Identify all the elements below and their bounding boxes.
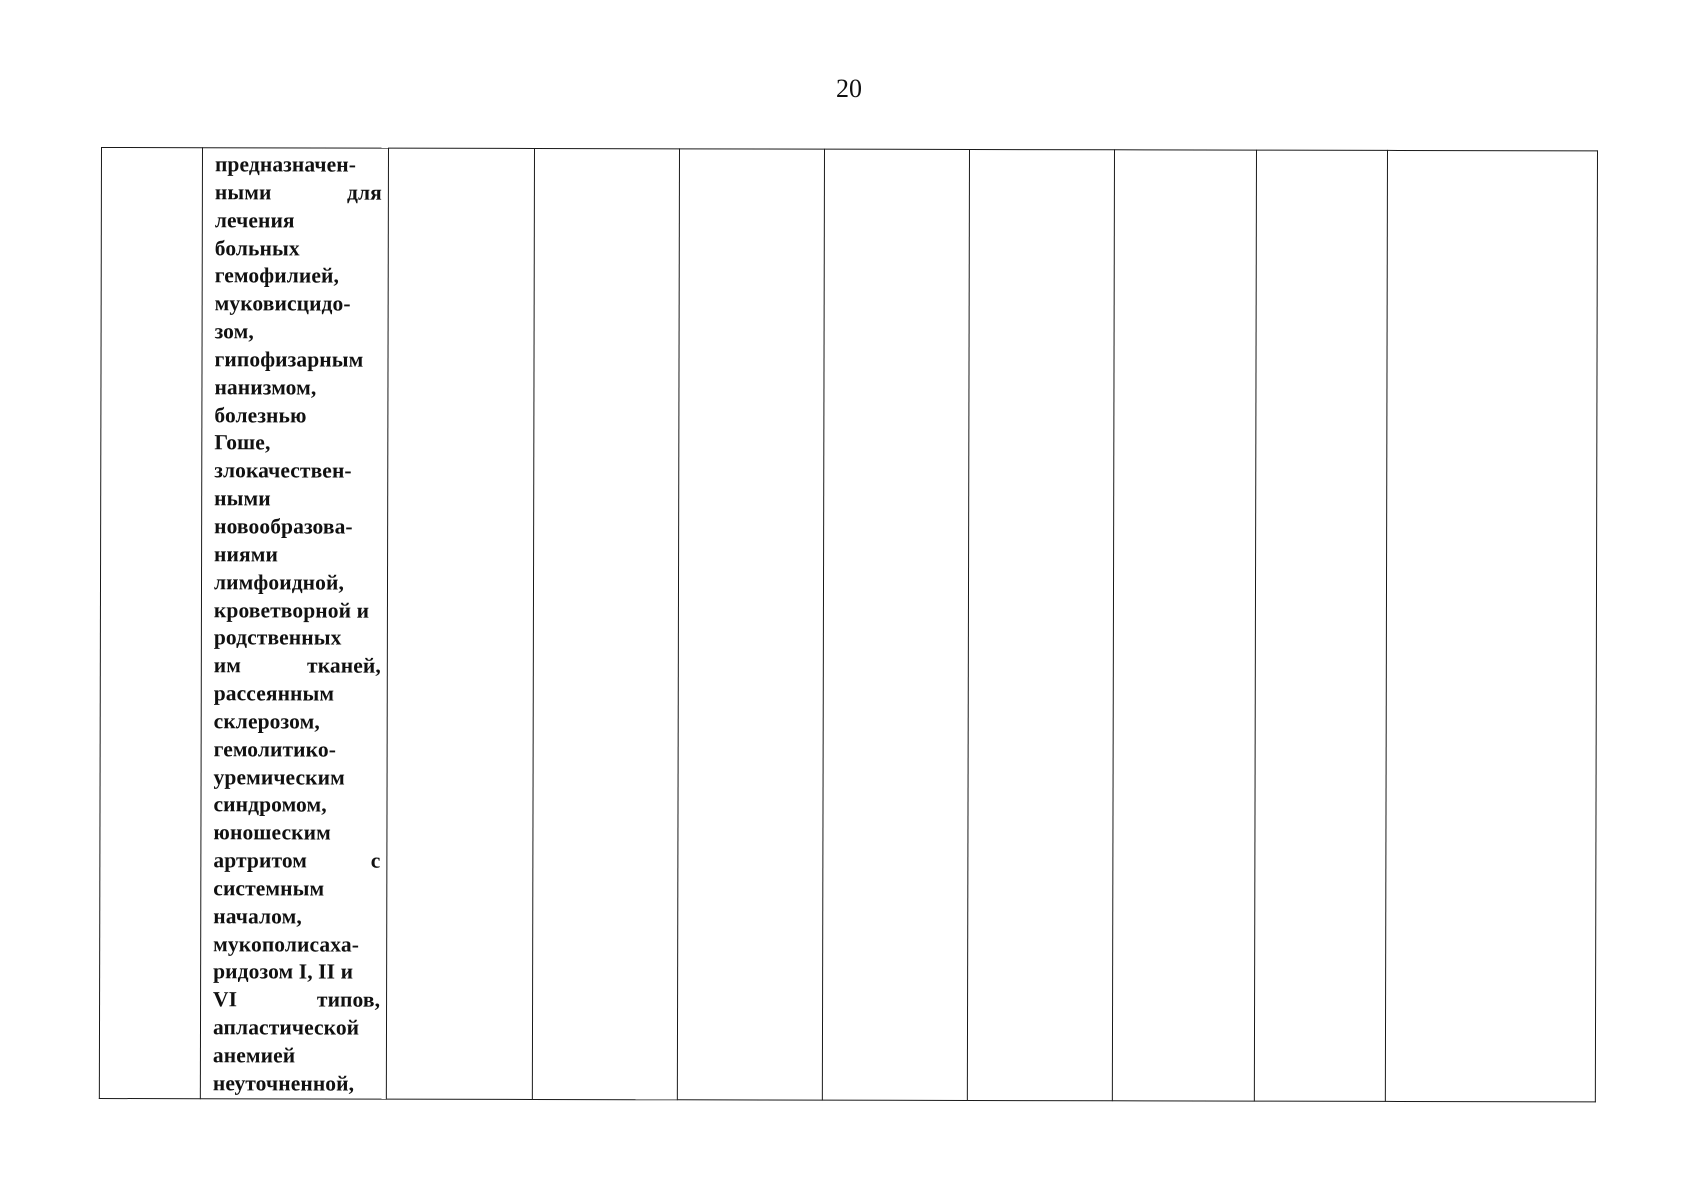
- cell-text-word: VI: [213, 987, 238, 1012]
- cell-text-word: с: [370, 848, 381, 873]
- cell-text-line: родственных: [213, 625, 342, 650]
- cell-text-line: ниями: [214, 542, 279, 567]
- cell-text-line: началом,: [213, 904, 302, 929]
- cell-text-line: ридозом I, II и: [213, 959, 354, 985]
- cell-text-line: гемофилией,: [214, 263, 340, 288]
- cell-text-block: [213, 151, 382, 1098]
- table-cell-col-2: [200, 148, 388, 1099]
- table-cell-col-6: [822, 149, 969, 1100]
- cell-text-line: [214, 652, 381, 680]
- cell-text-line: мукополисаха-: [213, 931, 360, 957]
- table-cell-col-5: [677, 149, 824, 1100]
- cell-text-word: тканей,: [307, 653, 381, 678]
- cell-text-line: неуточненной,: [212, 1071, 355, 1096]
- cell-text-line: лечения: [214, 207, 295, 233]
- cell-text-line: [215, 179, 382, 207]
- cell-text-line: лимфоидной,: [213, 569, 345, 595]
- cell-text-line: ными: [214, 486, 271, 511]
- table-cell-col-10: [1385, 150, 1597, 1101]
- cell-text-line: предназначен-: [214, 152, 357, 177]
- table-cell-col-7: [967, 149, 1114, 1100]
- table-cell-col-9: [1254, 150, 1387, 1101]
- cell-text-line: [213, 987, 380, 1015]
- table-cell-col-4: [532, 148, 679, 1099]
- cell-text-word: типов,: [316, 987, 381, 1012]
- cell-text-word: для: [346, 180, 382, 205]
- cell-text-line: гипофизарным: [214, 347, 364, 372]
- table-cell-col-1: [99, 148, 202, 1099]
- cell-text-line: анемией: [212, 1043, 296, 1068]
- cell-text-line: уремическим: [213, 764, 345, 790]
- cell-text-line: синдромом,: [213, 792, 327, 817]
- cell-text-line: больных: [214, 235, 300, 260]
- table-cell-col-3: [386, 148, 534, 1099]
- cell-text-line: рассеянным: [213, 681, 335, 706]
- cell-text-line: [213, 847, 380, 875]
- cell-text-line: юношеским: [213, 820, 331, 845]
- cell-text-line: болезнью: [214, 402, 307, 428]
- page-number: 20: [836, 74, 862, 103]
- cell-text-line: новообразова-: [214, 514, 353, 539]
- cell-text-word: артритом: [213, 848, 308, 873]
- cell-text-line: склерозом,: [213, 709, 320, 734]
- cell-text-line: муковисцидо-: [214, 291, 351, 316]
- continuation-table: [99, 147, 1598, 1102]
- table-row: [99, 148, 1597, 1102]
- cell-text-word: ными: [214, 180, 272, 205]
- cell-text-line: системным: [213, 876, 325, 901]
- cell-text-line: апластической: [212, 1015, 360, 1040]
- cell-text-line: гемолитико-: [213, 736, 337, 762]
- cell-text-line: злокачествен-: [214, 458, 352, 483]
- cell-text-line: зом,: [214, 319, 254, 344]
- cell-text-line: кроветворной и: [213, 597, 370, 623]
- table-cell-col-8: [1112, 150, 1256, 1101]
- cell-text-line: нанизмом,: [214, 375, 317, 400]
- cell-text-line: Гоше,: [214, 430, 271, 455]
- cell-text-word: им: [213, 653, 242, 678]
